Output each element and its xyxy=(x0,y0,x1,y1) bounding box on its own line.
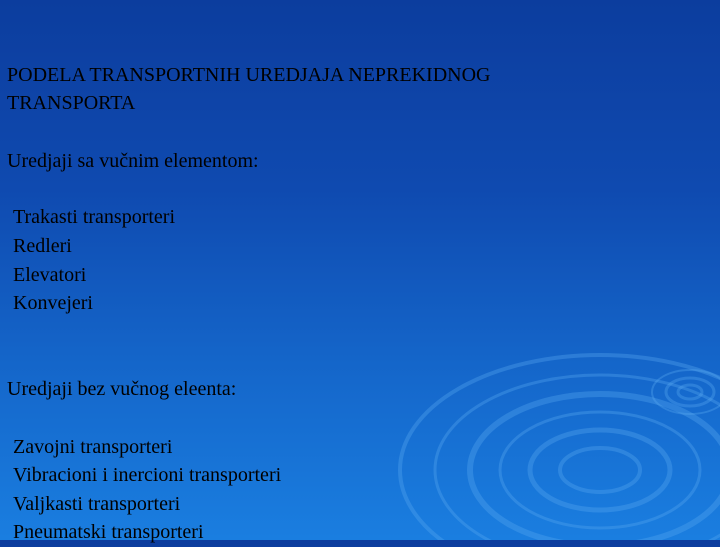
list-item: Valjkasti transporteri xyxy=(13,493,181,515)
slide-title-line-1: PODELA TRANSPORTNIH UREDJAJA NEPREKIDNOG xyxy=(7,64,491,86)
list-item: Pneumatski transporteri xyxy=(13,521,204,543)
slide-title-line-2: TRANSPORTA xyxy=(7,92,136,114)
list-item: Elevatori xyxy=(13,264,87,286)
list-item: Konvejeri xyxy=(13,292,93,314)
list-item: Zavojni transporteri xyxy=(13,436,173,458)
section-heading-no-traction: Uredjaji bez vučnog eleenta: xyxy=(7,378,237,400)
list-item: Redleri xyxy=(13,235,72,257)
list-item: Trakasti transporteri xyxy=(13,206,176,228)
section-heading-traction: Uredjaji sa vučnim elementom: xyxy=(7,150,259,172)
list-item: Vibracioni i inercioni transporteri xyxy=(13,464,282,486)
